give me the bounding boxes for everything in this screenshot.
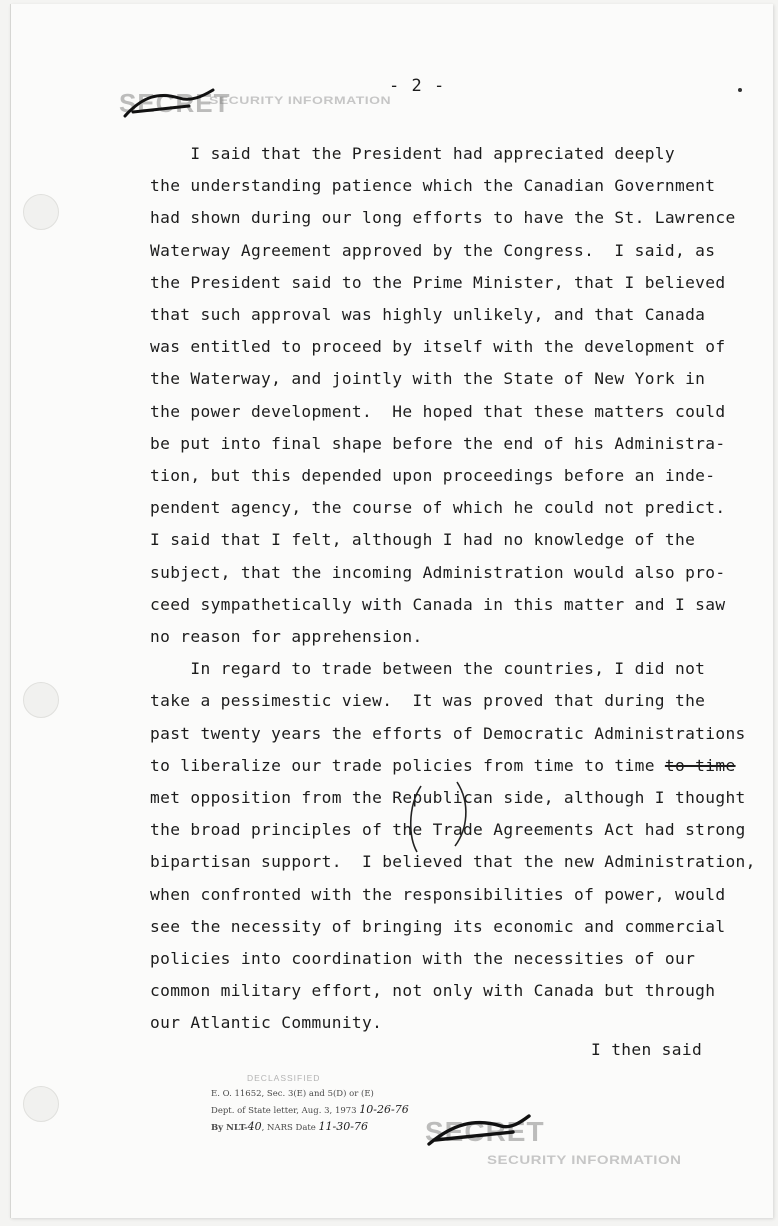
text-line: was entitled to proceed by itself with the development of (150, 337, 726, 357)
declass-by-line (211, 1119, 431, 1136)
text-line: be put into final shape before the end of his Administra- (150, 433, 726, 453)
declass-authority: E. O. 11652, Sec. 3(E) and 5(D) or (E) (211, 1089, 374, 1099)
continuation-text: I then said (591, 1040, 703, 1059)
text-line: no reason for apprehension. (150, 627, 423, 647)
text-line: our Atlantic Community. (150, 1013, 383, 1033)
text-line: subject, that the incoming Administration would also pro- (150, 562, 726, 582)
text-line: the Waterway, and jointly with the State of New York in (150, 369, 706, 389)
text-line: the President said to the Prime Minister, that I believed (150, 272, 726, 292)
text-line: met opposition from the Republican side, although I thought (150, 788, 746, 808)
text-line: had shown during our long efforts to have the St. Lawrence (150, 208, 736, 228)
punch-hole (23, 1086, 59, 1122)
text-line: tion, but this depended upon proceedings before an inde- (150, 466, 716, 486)
secret-stamp-top: SECRET (119, 88, 231, 118)
security-information-stamp-top: SECURITY INFORMATION (209, 93, 392, 107)
letter-body (150, 138, 756, 1040)
declass-letter-date: 10-26-76 (359, 1103, 409, 1116)
text-line: the power development. He hoped that these matters could (150, 401, 726, 421)
margin-dot (738, 88, 742, 92)
text-line: past twenty years the efforts of Democratic Administrations (150, 723, 746, 743)
security-information-stamp-bottom: SECURITY INFORMATION (487, 1153, 682, 1168)
declass-nars-label: , NARS Date (261, 1123, 316, 1133)
text-line: Waterway Agreement approved by the Congress. I said, as (150, 240, 716, 260)
text-line: In regard to trade between the countries, I did not (150, 659, 706, 679)
text-line: pendent agency, the course of which he could not predict. (150, 498, 726, 518)
text-line-with-strike (150, 750, 736, 782)
text-line: see the necessity of bringing its economic and commercial (150, 916, 726, 936)
declassification-stamp (211, 1070, 431, 1136)
declass-letter (211, 1102, 431, 1119)
text-line: I said that I felt, although I had no knowledge of the (150, 530, 696, 550)
text-line: the broad principles of the Trade Agreements Act had strong (150, 820, 746, 840)
secret-stamp-bottom: SECRET (425, 1116, 545, 1147)
declass-letter-text: Dept. of State letter, Aug. 3, 1973 (211, 1106, 357, 1116)
text-line: I said that the President had appreciated deeply (150, 144, 675, 163)
redaction-scribble-top (119, 86, 219, 126)
text-line: the understanding patience which the Canadian Government (150, 176, 716, 196)
declass-by-value: 40 (247, 1120, 262, 1133)
struck-text: to time (664, 755, 736, 775)
text-line: common military effort, not only with Canada but through (150, 981, 716, 1001)
page-number: - 2 - (389, 76, 446, 96)
punch-hole (23, 194, 59, 230)
text-line: take a pessimestic view. It was proved that during the (150, 691, 706, 711)
text-line: ceed sympathetically with Canada in this matter and I saw (150, 594, 726, 614)
redaction-scribble-bottom (423, 1110, 533, 1156)
document-page (10, 4, 773, 1218)
text-fragment: to liberalize our trade policies from time to time (150, 755, 665, 775)
text-line: bipartisan support. I believed that the new Administration, (150, 852, 756, 872)
punch-hole (23, 682, 59, 718)
text-line: when confronted with the responsibilities of power, would (150, 884, 726, 904)
text-line: that such approval was highly unlikely, and that Canada (150, 305, 706, 325)
text-line: policies into coordination with the necessities of our (150, 949, 696, 969)
declassified-header: DECLASSIFIED (247, 1073, 321, 1083)
declass-by-label: By NLT- (211, 1123, 248, 1133)
declass-nars-date: 11-30-76 (318, 1120, 368, 1133)
